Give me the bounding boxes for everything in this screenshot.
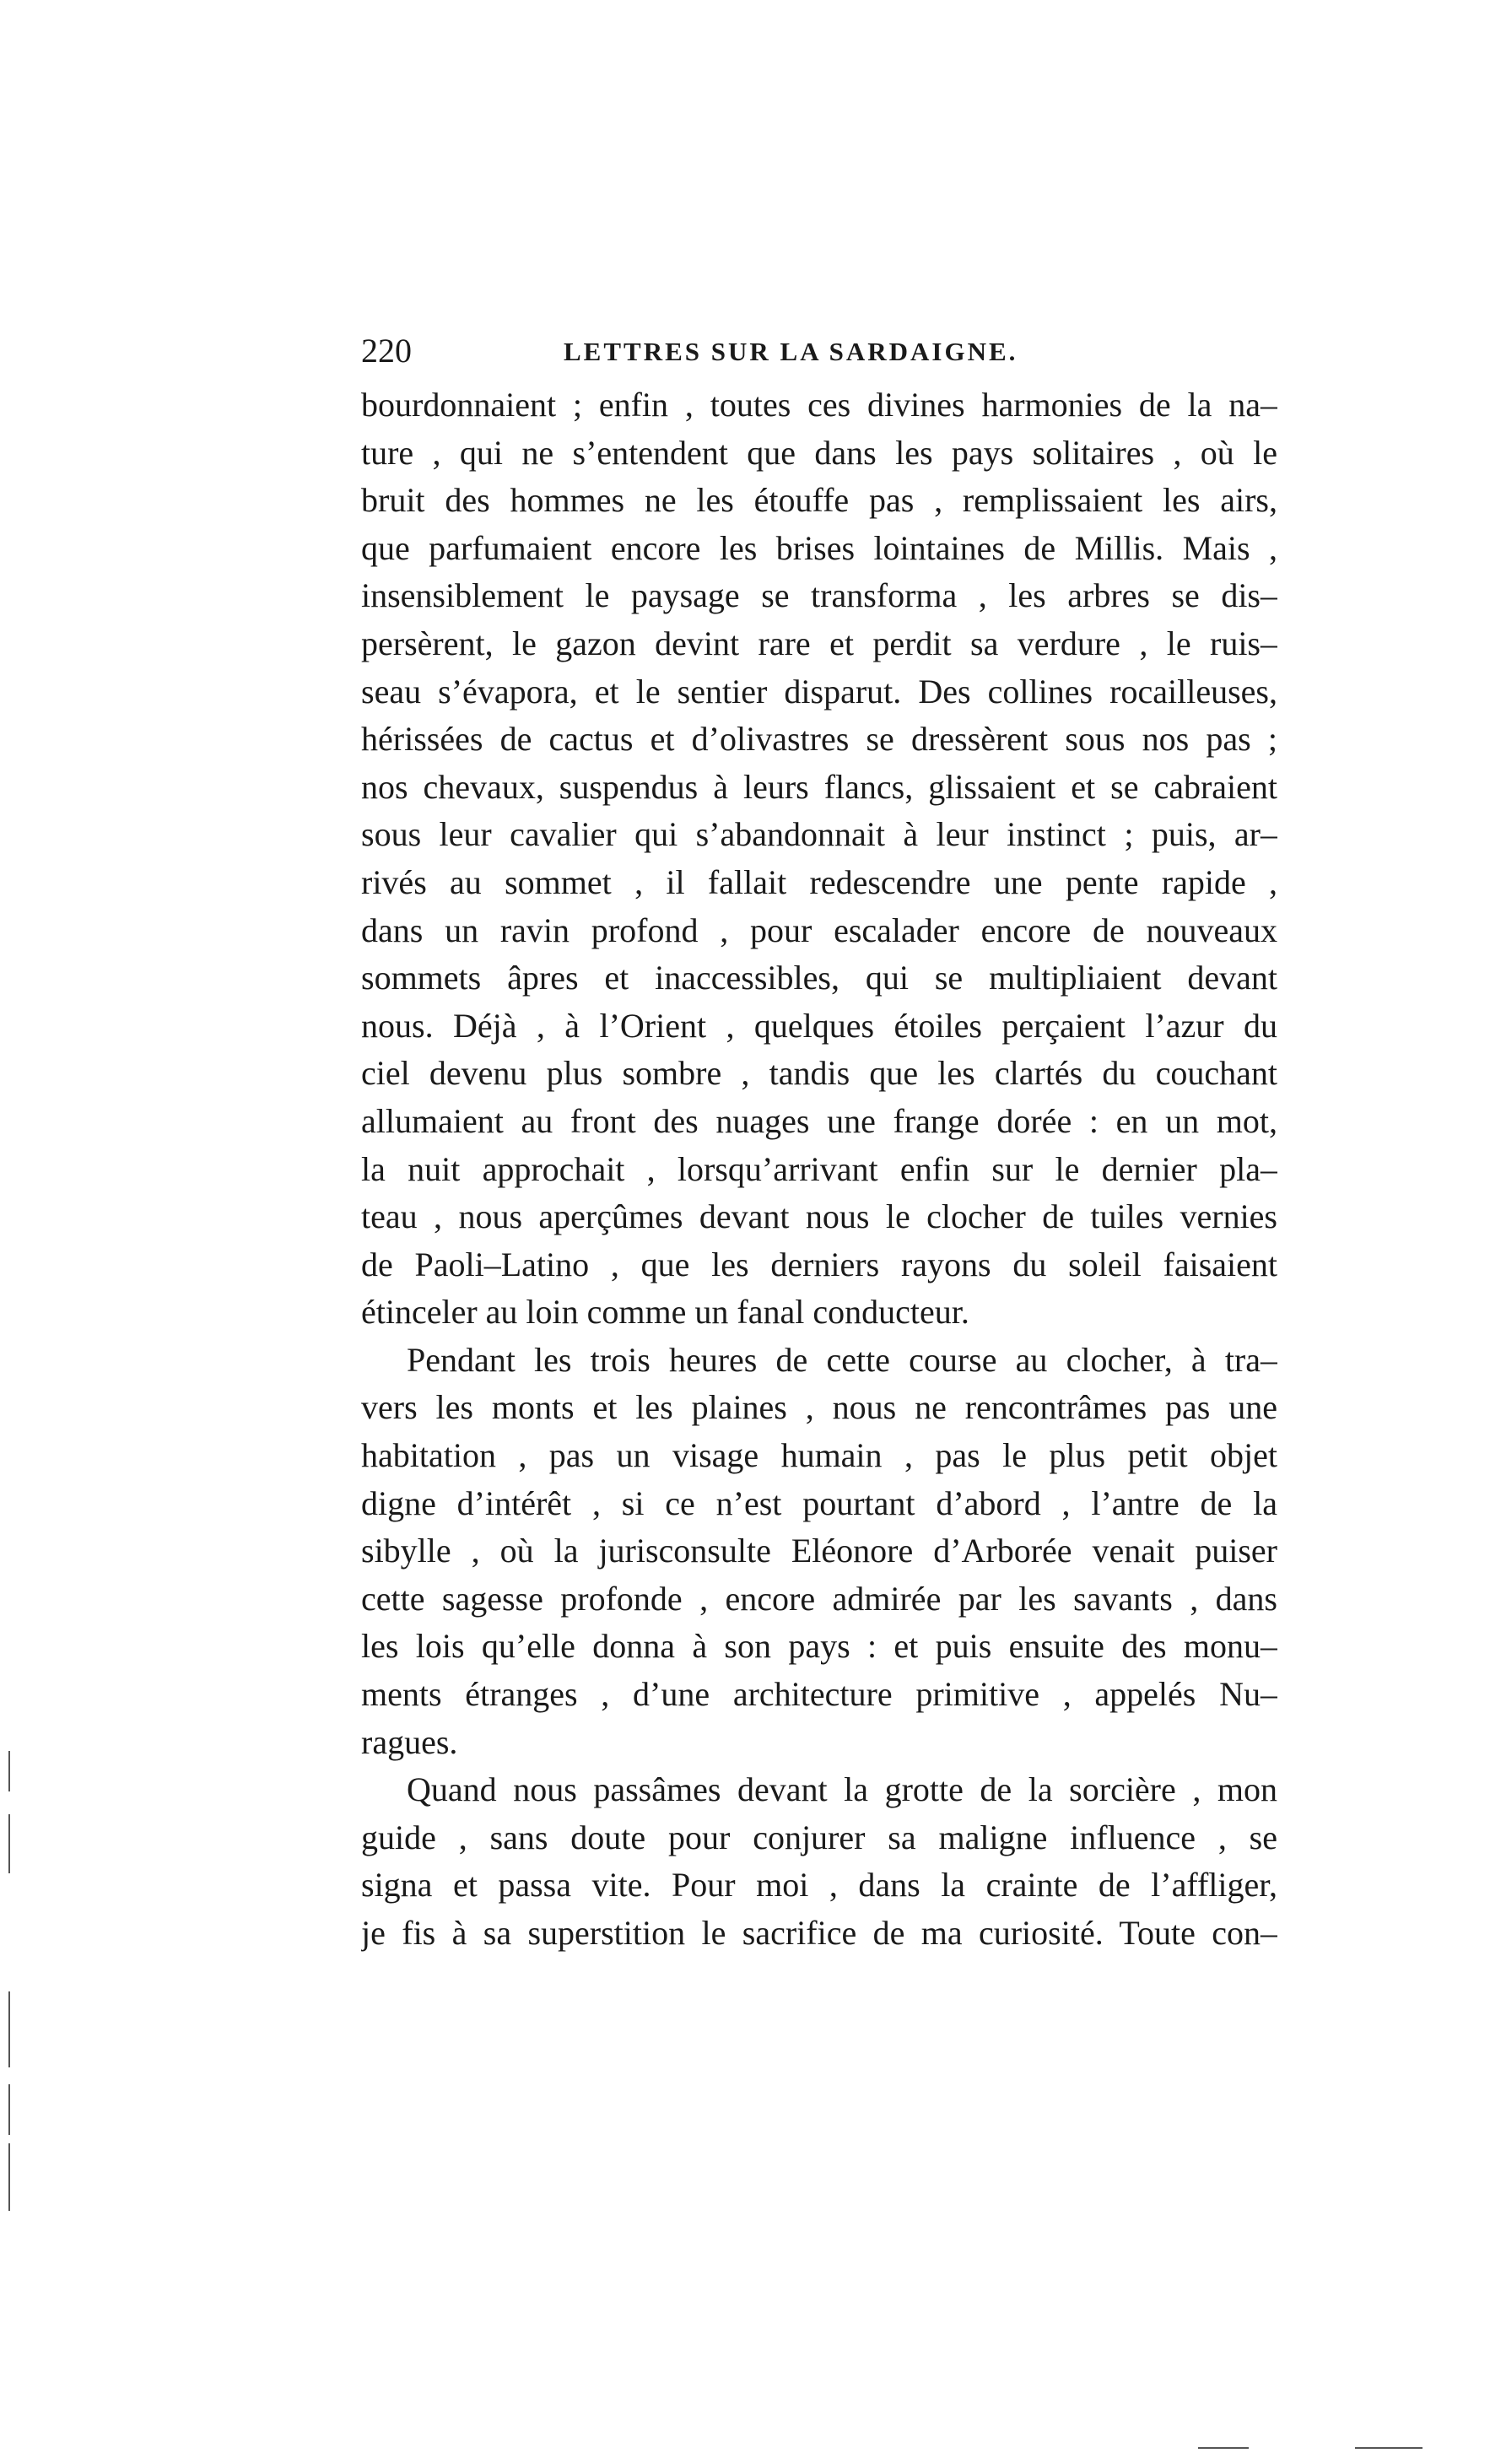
- scan-edge-mark: [8, 1751, 10, 1791]
- text-line: sommets âpres et inaccessibles, qui se multipliaient devant: [361, 959, 1277, 997]
- text-line: les lois qu’elle donna à son pays : et puis ensuite des monu–: [361, 1627, 1277, 1666]
- running-head: [361, 327, 1277, 375]
- text-line: digne d’intérêt , si ce n’est pourtant d’abord , l’antre de la: [361, 1483, 1277, 1522]
- scan-edge-mark: [8, 1991, 10, 2067]
- text-line: allumaient au front des nuages une frange dorée : en un mot,: [361, 1101, 1277, 1140]
- text-line: teau , nous aperçûmes devant nous le clocher de tuiles vernies: [361, 1197, 1277, 1236]
- text-line: ments étranges , d’une architecture primitive , appelés Nu–: [361, 1675, 1277, 1714]
- text-line: bruit des hommes ne les étouffe pas , remplissaient les airs,: [361, 481, 1277, 520]
- text-line: que parfumaient encore les brises lointaines de Millis. Mais ,: [361, 528, 1277, 567]
- text-line: seau s’évapora, et le sentier disparut. Des collines rocailleuses,: [361, 672, 1277, 711]
- page-number: 220: [361, 332, 412, 370]
- text-line: guide , sans doute pour conjurer sa maligne influence , se: [361, 1818, 1277, 1856]
- scan-edge-mark: [8, 1814, 10, 1873]
- text-line: ture , qui ne s’entendent que dans les pays solitaires , où le: [361, 433, 1277, 472]
- text-line: ciel devenu plus sombre , tandis que les clartés du couchant: [361, 1054, 1277, 1093]
- text-line: persèrent, le gazon devint rare et perdit sa verdure , le ruis–: [361, 624, 1277, 662]
- text-line: sibylle , où la jurisconsulte Eléonore d’Arborée venait puiser: [361, 1532, 1277, 1570]
- scan-edge-mark: [1355, 2447, 1423, 2449]
- text-line: nous. Déjà , à l’Orient , quelques étoiles perçaient l’azur du: [361, 1006, 1277, 1045]
- text-line: de Paoli–Latino , que les derniers rayons du soleil faisaient: [361, 1245, 1277, 1283]
- text-line: rivés au sommet , il fallait redescendre une pente rapide ,: [361, 862, 1277, 901]
- running-title: LETTRES SUR LA SARDAIGNE.: [564, 337, 1018, 366]
- text-line: habitation , pas un visage humain , pas le plus petit objet: [361, 1436, 1277, 1475]
- text-line: hérissées de cactus et d’olivastres se dressèrent sous nos pas ;: [361, 720, 1277, 759]
- text-line: insensiblement le paysage se transforma , les arbres se dis–: [361, 576, 1277, 615]
- text-line: sous leur cavalier qui s’abandonnait à leur instinct ; puis, ar–: [361, 815, 1277, 854]
- paragraph-start-line: Quand nous passâmes devant la grotte de la sorcière , mon: [407, 1770, 1277, 1809]
- text-line: bourdonnaient ; enfin , toutes ces divines harmonies de la na–: [361, 386, 1277, 424]
- text-line: nos chevaux, suspendus à leurs flancs, glissaient et se cabraient: [361, 767, 1277, 806]
- paragraph-end-line: étinceler au loin comme un fanal conducteur.: [361, 1293, 969, 1332]
- text-line: la nuit approchait , lorsqu’arrivant enfin sur le dernier pla–: [361, 1149, 1277, 1188]
- scan-edge-mark: [8, 2084, 10, 2135]
- scan-edge-mark: [8, 2143, 10, 2211]
- text-line: vers les monts et les plaines , nous ne rencontrâmes pas une: [361, 1388, 1277, 1427]
- scan-edge-mark: [1198, 2447, 1249, 2449]
- text-line: je fis à sa superstition le sacrifice de ma curiosité. Toute con–: [361, 1914, 1277, 1952]
- paragraph-end-line: ragues.: [361, 1722, 458, 1761]
- text-line: signa et passa vite. Pour moi , dans la crainte de l’affliger,: [361, 1866, 1277, 1905]
- text-line: cette sagesse profonde , encore admirée par les savants , dans: [361, 1579, 1277, 1618]
- paragraph-start-line: Pendant les trois heures de cette course au clocher, à tra–: [407, 1340, 1277, 1379]
- body-text: [361, 381, 1277, 1958]
- text-line: dans un ravin profond , pour escalader encore de nouveaux: [361, 910, 1277, 949]
